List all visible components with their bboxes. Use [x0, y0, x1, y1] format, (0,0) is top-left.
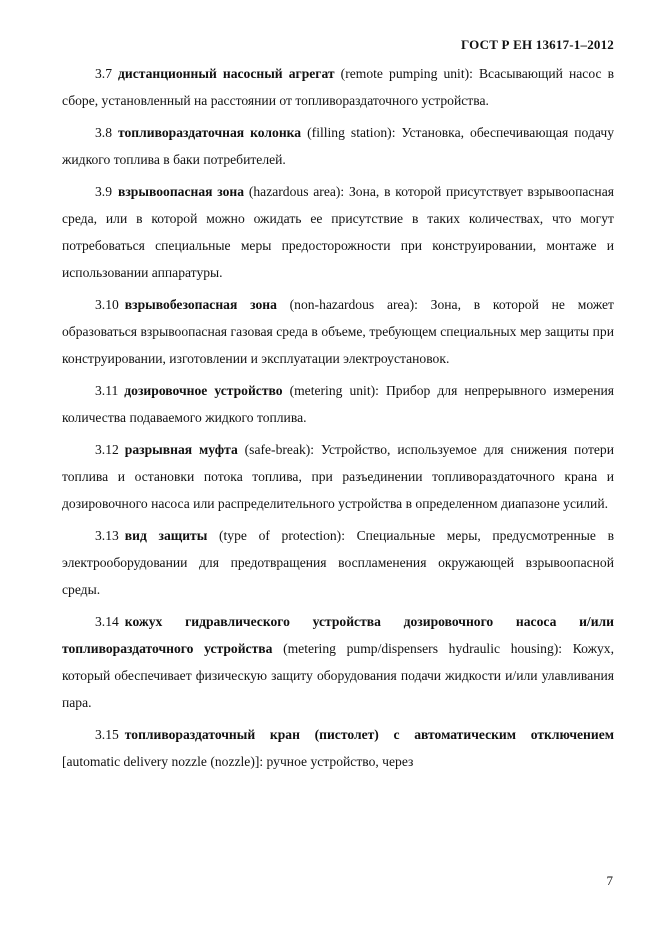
definition-3-14: [62, 608, 614, 716]
definition-text: (safe-break): Устройство, используемое для снижения потери топлива и остановки потока топлива, при разъединении топливораздаточного крана и дозировочного насоса или распределительного устройства в определенном диапазоне усилий.: [62, 442, 614, 511]
definition-term: взрывобезопасная зона: [124, 297, 277, 312]
definition-term: вид защиты: [124, 528, 208, 543]
definition-3-8: [62, 119, 614, 173]
definition-text: (metering pump/dispensers hydraulic housing): Кожух, который обеспечивает физическую защиту оборудования подачи жидкости и/или улавливания пара.: [62, 641, 614, 710]
definition-number: 3.12: [95, 442, 119, 457]
standard-code-header: ГОСТ Р ЕН 13617-1–2012: [461, 37, 614, 52]
definition-term: взрывоопасная зона: [118, 184, 245, 199]
definition-number: 3.13: [95, 528, 119, 543]
definition-text: (metering unit): Прибор для непрерывного измерения количества подаваемого жидкого топлива.: [62, 383, 614, 425]
definition-3-7: [62, 60, 614, 114]
definition-term: дистанционный насосный агрегат: [118, 66, 335, 81]
definition-3-10: [62, 291, 614, 372]
definition-term: кожух гидравлического устройства дозировочного насоса и/или топливораздаточного устройства: [62, 614, 614, 656]
definitions-list: [62, 60, 614, 780]
definition-3-15: [62, 721, 614, 775]
definition-text: (remote pumping unit): Всасывающий насос в сборе, установленный на расстоянии от топливораздаточного устройства.: [62, 66, 614, 108]
definition-term: топливораздаточный кран (пистолет) с автоматическим отключением: [124, 727, 614, 742]
definition-text: (filling station): Установка, обеспечивающая подачу жидкого топлива в баки потребителей.: [62, 125, 614, 167]
definition-number: 3.8: [95, 125, 112, 140]
definition-number: 3.11: [95, 383, 119, 398]
definition-term: разрывная муфта: [124, 442, 238, 457]
definition-number: 3.14: [95, 614, 119, 629]
definition-3-12: [62, 436, 614, 517]
definition-number: 3.9: [95, 184, 112, 199]
definition-text: (hazardous area): Зона, в которой присутствует взрывоопасная среда, или в которой можно ожидать ее присутствие в таких количествах, что могут потребоваться специальные меры предосторожности при конструировании, монтаже и использовании аппаратуры.: [62, 184, 614, 280]
definition-term: дозировочное устройство: [124, 383, 283, 398]
definition-term: топливораздаточная колонка: [118, 125, 302, 140]
page-number: 7: [606, 873, 613, 888]
definition-text: (type of protection): Специальные меры, предусмотренные в электрооборудовании для предотвращения воспламенения окружающей взрывоопасной среды.: [62, 528, 614, 597]
definition-3-13: [62, 522, 614, 603]
definition-number: 3.10: [95, 297, 119, 312]
definition-number: 3.15: [95, 727, 119, 742]
definition-text: [automatic delivery nozzle (nozzle)]: ручное устройство, через: [62, 754, 414, 769]
definition-3-9: [62, 178, 614, 286]
definition-text: (non-hazardous area): Зона, в которой не может образоваться взрывоопасная газовая среда в объеме, требующем специальных мер защиты при конструировании, изготовлении и эксплуатации электроустановок.: [62, 297, 614, 366]
definition-3-11: [62, 377, 614, 431]
definition-number: 3.7: [95, 66, 112, 81]
